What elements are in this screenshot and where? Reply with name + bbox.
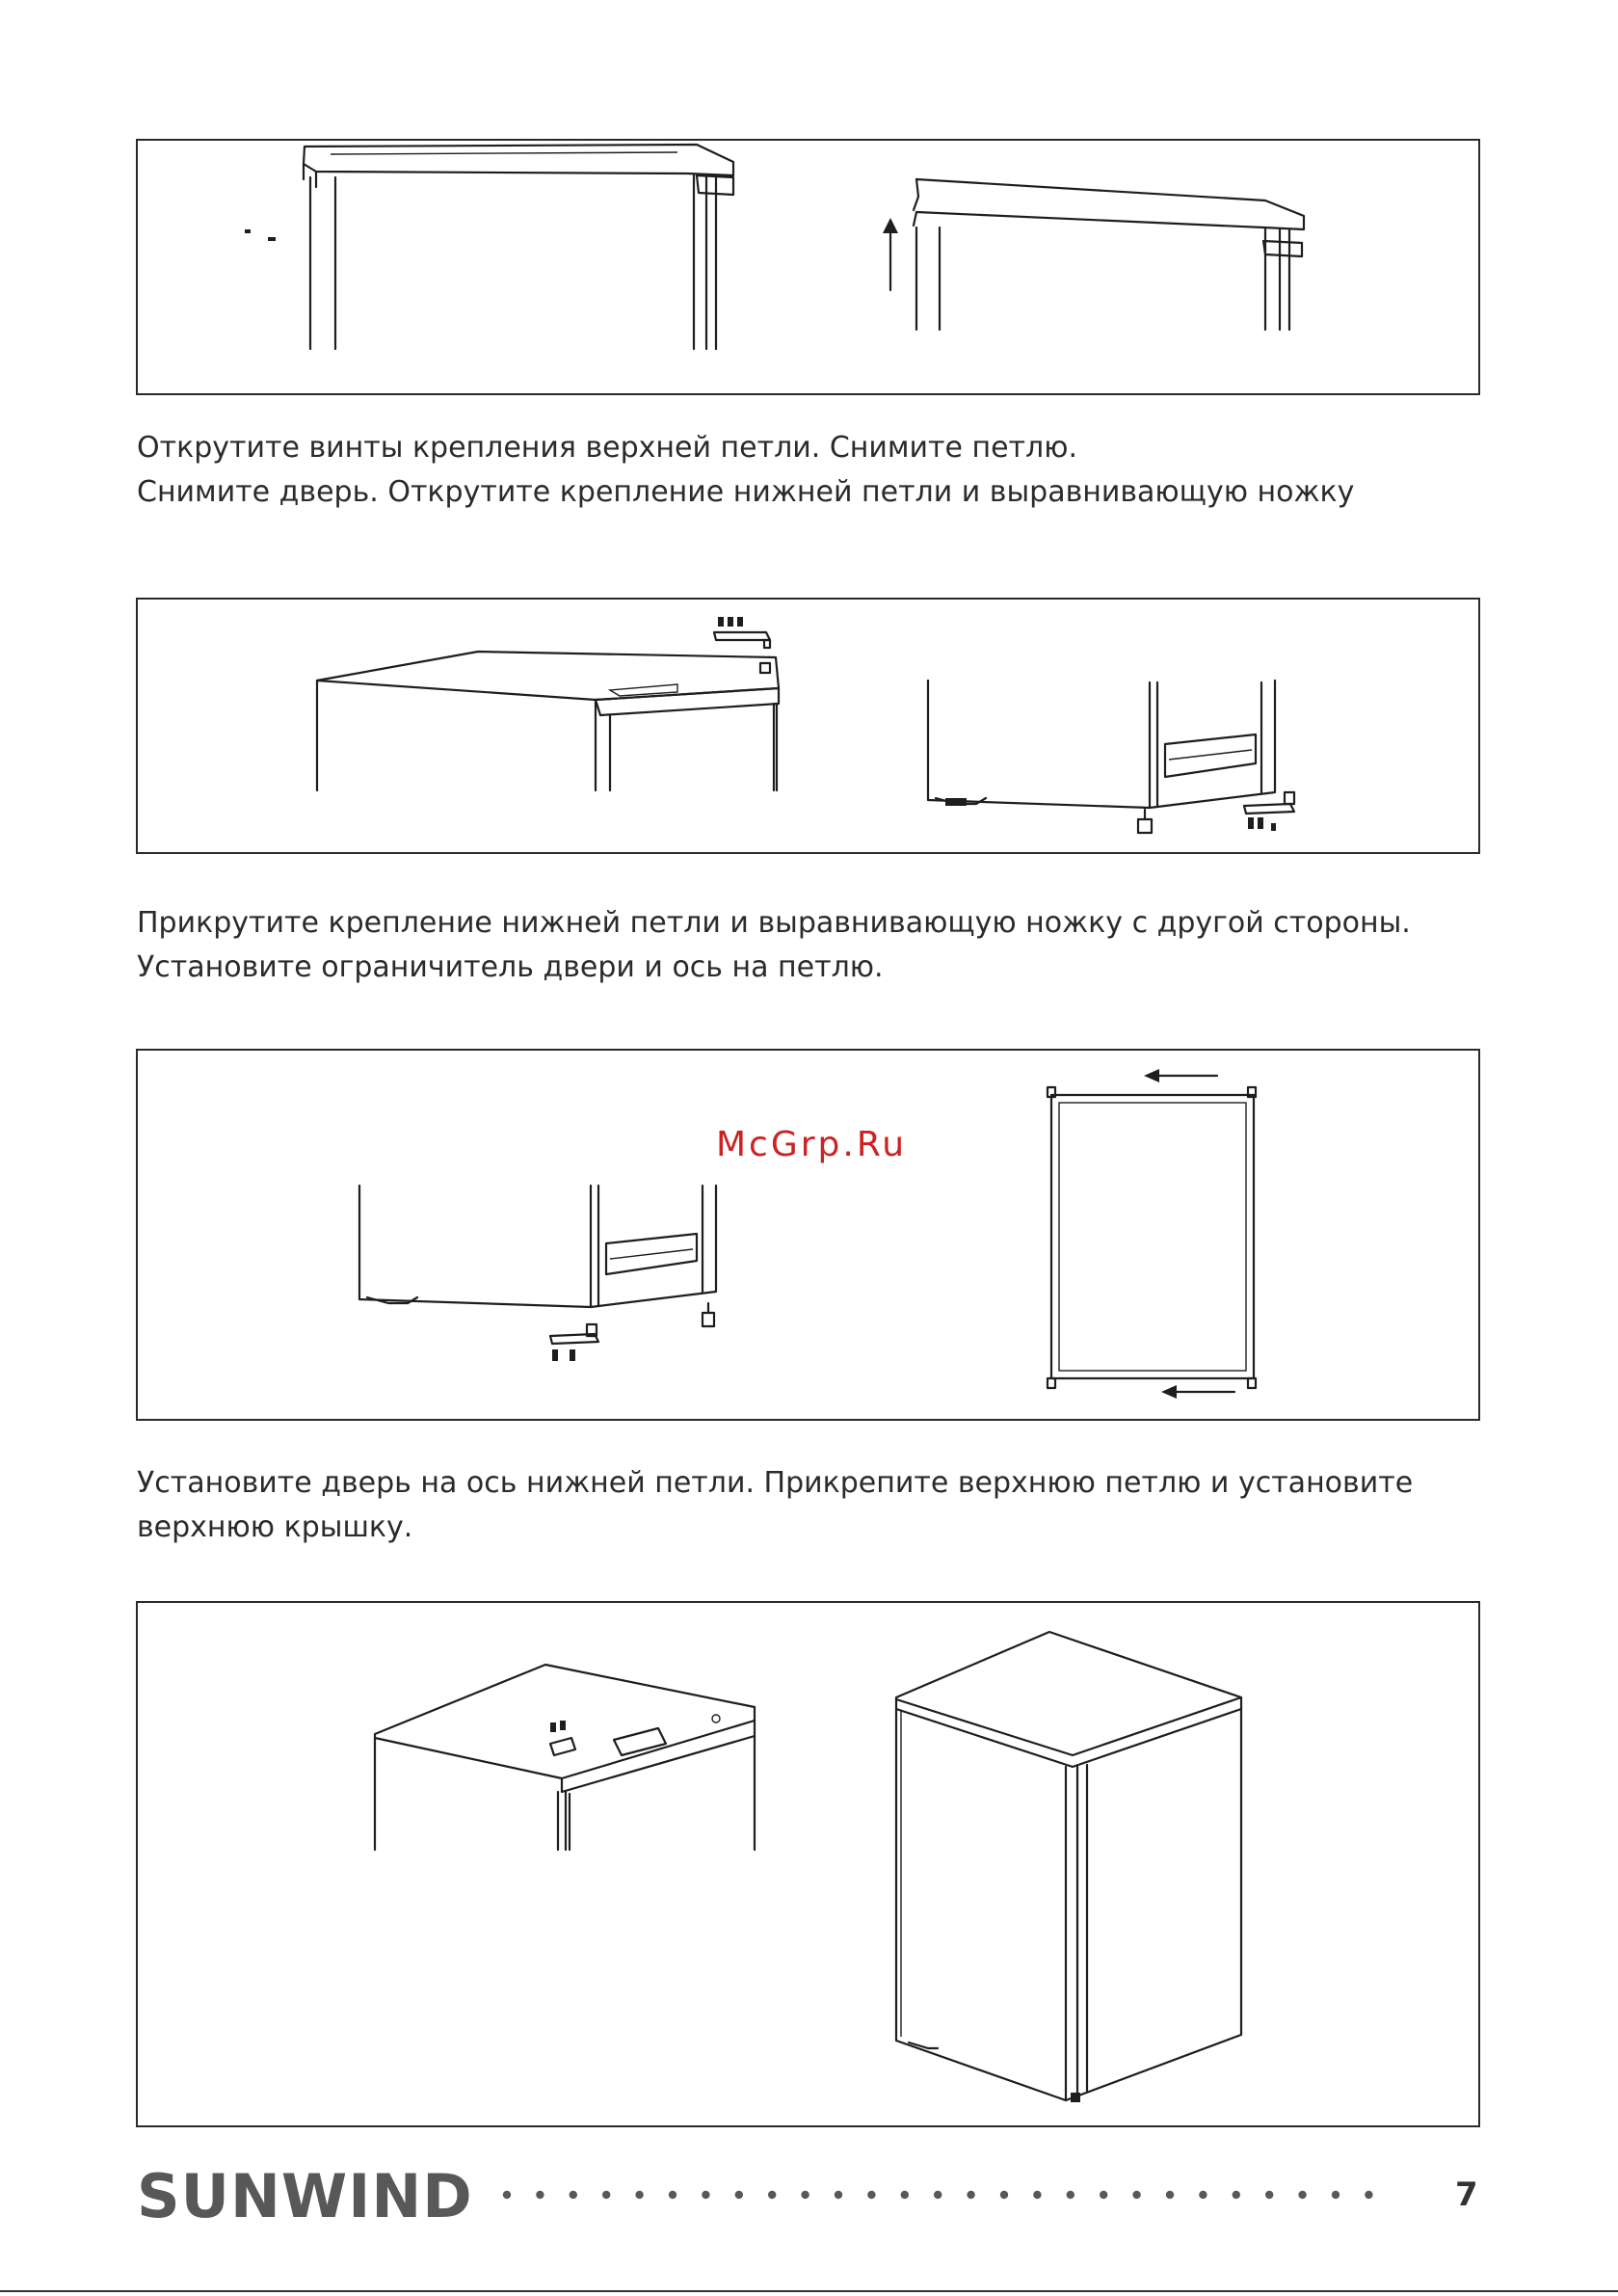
- footer-dot: [1067, 2191, 1074, 2199]
- footer-dot: [1265, 2191, 1273, 2199]
- illustration-panel-4: [136, 1601, 1480, 2127]
- brand-logo: SUNWIND: [137, 2161, 473, 2231]
- page-number: 7: [1455, 2176, 1478, 2214]
- footer-dot: [1166, 2191, 1174, 2199]
- door-front-drawing: [1048, 1087, 1256, 1388]
- hinge-screws-icon: [714, 617, 770, 648]
- step-3-line-2: верхнюю крышку.: [137, 1510, 413, 1544]
- bottom-hinge-part-icon-2: [550, 1324, 598, 1361]
- leveling-foot-icon: [1138, 810, 1152, 833]
- remove-top-hinge-illustration: [138, 141, 1482, 397]
- step-1-caption: [137, 426, 1486, 515]
- illustration-panel-1: [136, 139, 1480, 395]
- footer-dot: [1365, 2191, 1372, 2199]
- step-2-caption: [137, 901, 1486, 990]
- step-1-line-1: Открутите винты крепления верхней петли. Снимите петлю.: [137, 431, 1077, 465]
- leveling-foot-icon-2: [703, 1303, 714, 1326]
- fridge-assembled-drawing: [896, 1632, 1241, 2102]
- step-3-caption: [137, 1461, 1486, 1550]
- footer-dot: [1298, 2191, 1306, 2199]
- footer-dot: [867, 2191, 875, 2199]
- fridge-top-right-drawing: [914, 179, 1304, 330]
- step-1-line-2: Снимите дверь. Открутите крепление нижней петли и выравнивающую ножку: [137, 475, 1355, 509]
- footer-dot: [934, 2191, 942, 2199]
- fridge-top-left-drawing: [304, 145, 733, 349]
- footer-dot: [901, 2191, 909, 2199]
- assembled-fridge-illustration: [138, 1603, 1482, 2129]
- footer-dot: [801, 2191, 809, 2199]
- footer-dot: [602, 2191, 610, 2199]
- footer-dot: [735, 2191, 743, 2199]
- footer-dots-divider: [501, 2180, 1417, 2209]
- illustration-panel-3: [136, 1049, 1480, 1421]
- footer-dot: [967, 2191, 974, 2199]
- footer-dot: [1132, 2191, 1140, 2199]
- footer-dot: [1332, 2191, 1339, 2199]
- footer-dot: [835, 2191, 842, 2199]
- footer-dot: [1100, 2191, 1107, 2199]
- footer-dot: [1199, 2191, 1207, 2199]
- footer-dot: [1033, 2191, 1041, 2199]
- watermark: McGrp.Ru: [716, 1125, 908, 1164]
- footer-dot: [536, 2191, 544, 2199]
- install-bottom-hinge-illustration: [138, 600, 1482, 856]
- step-3-line-1: Установите дверь на ось нижней петли. Прикрепите верхнюю петлю и установите: [137, 1466, 1414, 1500]
- left-arrow-icon-2: [1161, 1385, 1234, 1399]
- screws-icon: [245, 229, 276, 241]
- fridge-bottom-left-drawing: [359, 1186, 716, 1307]
- footer-dot: [669, 2191, 676, 2199]
- footer-dot: [570, 2191, 577, 2199]
- footer-dot: [768, 2191, 776, 2199]
- footer-dot: [1000, 2191, 1008, 2199]
- fridge-top-view-drawing: [317, 652, 779, 790]
- step-2-line-1: Прикрутите крепление нижней петли и выравнивающую ножку с другой стороны.: [137, 906, 1411, 940]
- footer-dot: [635, 2191, 643, 2199]
- bottom-hinge-part-icon: [1244, 792, 1294, 831]
- page-bottom-rule: [0, 2290, 1618, 2292]
- footer-dot: [1233, 2191, 1240, 2199]
- left-arrow-icon: [1144, 1069, 1217, 1082]
- install-door-illustration: [138, 1051, 1482, 1423]
- up-arrow-icon: [883, 218, 898, 290]
- illustration-panel-2: [136, 598, 1480, 854]
- footer-dot: [702, 2191, 709, 2199]
- fridge-top-assembly-drawing: [375, 1665, 755, 1850]
- footer-dot: [503, 2191, 511, 2199]
- fridge-bottom-view-drawing: [928, 681, 1275, 808]
- step-2-line-2: Установите ограничитель двери и ось на петлю.: [137, 950, 884, 984]
